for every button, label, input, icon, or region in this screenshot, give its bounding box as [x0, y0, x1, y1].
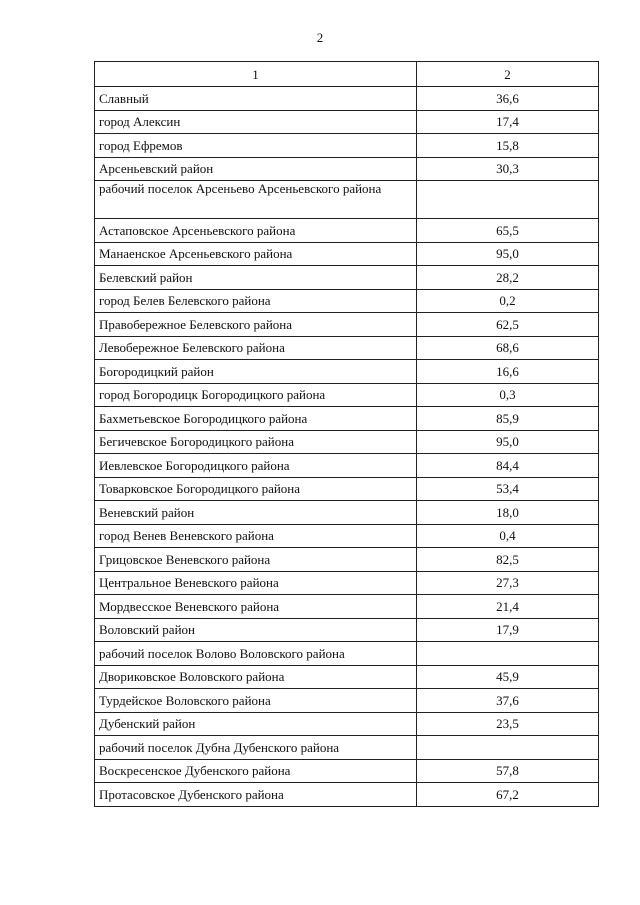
value-cell: 65,5: [417, 219, 599, 243]
municipality-name-cell: Славный: [95, 87, 417, 111]
value-cell: 67,2: [417, 783, 599, 807]
municipality-name-cell: Центральное Веневского района: [95, 571, 417, 595]
municipality-name-cell: Грицовское Веневского района: [95, 548, 417, 572]
municipality-name-cell: Арсеньевский район: [95, 157, 417, 181]
table-row: [95, 501, 599, 525]
table-row: [95, 242, 599, 266]
municipality-name-cell: Мордвесское Веневского района: [95, 595, 417, 619]
table-row: [95, 524, 599, 548]
municipality-name-cell: Дубенский район: [95, 712, 417, 736]
value-cell: 17,4: [417, 110, 599, 134]
value-cell: [417, 181, 599, 219]
table-row: [95, 783, 599, 807]
municipality-name-cell: Веневский район: [95, 501, 417, 525]
table-row: [95, 571, 599, 595]
table-row: [95, 477, 599, 501]
table-row: [95, 383, 599, 407]
table-row: [95, 407, 599, 431]
value-cell: 82,5: [417, 548, 599, 572]
page-number: 2: [316, 30, 324, 45]
table-row: [95, 595, 599, 619]
municipality-name-cell: рабочий поселок Арсеньево Арсеньевского района: [95, 181, 417, 219]
table-row: [95, 289, 599, 313]
table-row: [95, 157, 599, 181]
municipality-name-cell: город Алексин: [95, 110, 417, 134]
municipality-name-cell: город Ефремов: [95, 134, 417, 158]
table-row: [95, 618, 599, 642]
municipality-name-cell: рабочий поселок Волово Воловского района: [95, 642, 417, 666]
municipality-name-cell: Манаенское Арсеньевского района: [95, 242, 417, 266]
value-cell: 95,0: [417, 242, 599, 266]
municipality-name-cell: Бегичевское Богородицкого района: [95, 430, 417, 454]
municipality-name-cell: рабочий поселок Дубна Дубенского района: [95, 736, 417, 760]
municipality-name-cell: Воскресенское Дубенского района: [95, 759, 417, 783]
value-cell: 85,9: [417, 407, 599, 431]
municipality-name-cell: Левобережное Белевского района: [95, 336, 417, 360]
municipality-name-cell: город Богородицк Богородицкого района: [95, 383, 417, 407]
value-cell: [417, 736, 599, 760]
value-cell: 0,4: [417, 524, 599, 548]
value-cell: 45,9: [417, 665, 599, 689]
municipality-name-cell: Двориковское Воловского района: [95, 665, 417, 689]
table-row: [95, 360, 599, 384]
municipality-name-cell: Правобережное Белевского района: [95, 313, 417, 337]
table-row: [95, 181, 599, 219]
value-cell: 57,8: [417, 759, 599, 783]
table-row: [95, 430, 599, 454]
municipality-name-cell: Астаповское Арсеньевского района: [95, 219, 417, 243]
table-row: [95, 665, 599, 689]
table-header-row: [95, 62, 599, 87]
column-header-2: 2: [417, 62, 599, 87]
column-header-1: 1: [95, 62, 417, 87]
table-row: [95, 110, 599, 134]
municipality-name-cell: Турдейское Воловского района: [95, 689, 417, 713]
value-cell: 30,3: [417, 157, 599, 181]
value-cell: 37,6: [417, 689, 599, 713]
table-row: [95, 336, 599, 360]
municipality-name-cell: Иевлевское Богородицкого района: [95, 454, 417, 478]
value-cell: 62,5: [417, 313, 599, 337]
table-row: [95, 736, 599, 760]
municipality-name-cell: Белевский район: [95, 266, 417, 290]
value-cell: 18,0: [417, 501, 599, 525]
value-cell: 23,5: [417, 712, 599, 736]
value-cell: 15,8: [417, 134, 599, 158]
value-cell: 0,3: [417, 383, 599, 407]
table-row: [95, 134, 599, 158]
table-row: [95, 712, 599, 736]
municipality-name-cell: Бахметьевское Богородицкого района: [95, 407, 417, 431]
table-row: [95, 219, 599, 243]
value-cell: 53,4: [417, 477, 599, 501]
value-cell: 0,2: [417, 289, 599, 313]
value-cell: 84,4: [417, 454, 599, 478]
data-table: [94, 61, 599, 807]
value-cell: 21,4: [417, 595, 599, 619]
value-cell: 68,6: [417, 336, 599, 360]
value-cell: 36,6: [417, 87, 599, 111]
municipality-name-cell: Протасовское Дубенского района: [95, 783, 417, 807]
value-cell: 28,2: [417, 266, 599, 290]
table-row: [95, 548, 599, 572]
table-row: [95, 454, 599, 478]
municipality-name-cell: Товарковское Богородицкого района: [95, 477, 417, 501]
table-row: [95, 689, 599, 713]
table-row: [95, 642, 599, 666]
table-row: [95, 87, 599, 111]
table-row: [95, 266, 599, 290]
table-row: [95, 759, 599, 783]
municipality-name-cell: город Венев Веневского района: [95, 524, 417, 548]
municipality-name-cell: Воловский район: [95, 618, 417, 642]
municipality-name-cell: Богородицкий район: [95, 360, 417, 384]
table-row: [95, 313, 599, 337]
value-cell: [417, 642, 599, 666]
value-cell: 17,9: [417, 618, 599, 642]
value-cell: 27,3: [417, 571, 599, 595]
value-cell: 16,6: [417, 360, 599, 384]
municipality-name-cell: город Белев Белевского района: [95, 289, 417, 313]
value-cell: 95,0: [417, 430, 599, 454]
